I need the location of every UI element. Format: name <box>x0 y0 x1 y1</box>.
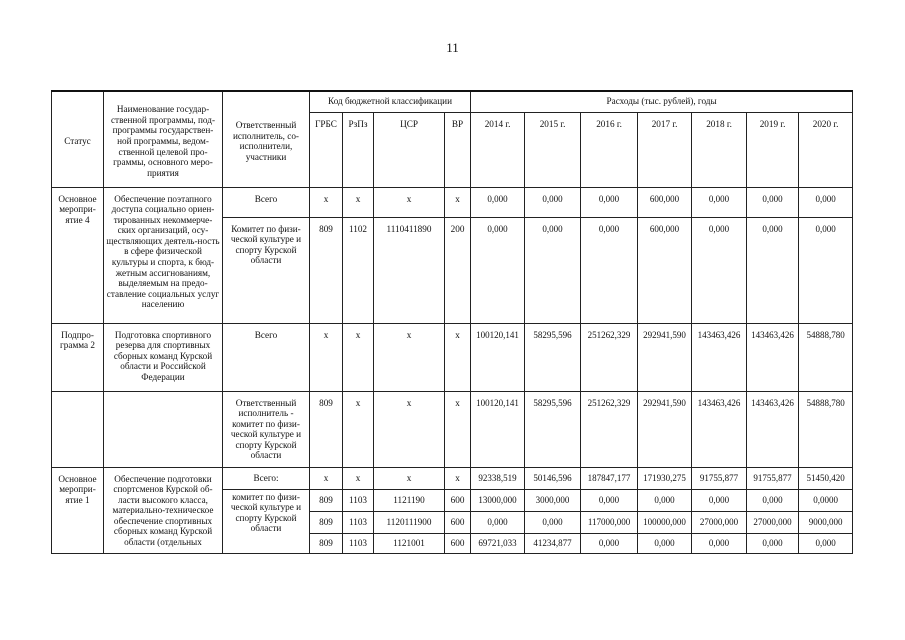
header-expenses: Расходы (тыс. рублей), годы <box>471 91 853 112</box>
header-year: 2019 г. <box>747 112 799 187</box>
header-budget-code: Код бюджетной классификации <box>310 91 471 112</box>
rzpr-cell: 1103 <box>343 533 374 553</box>
header-vr: ВР <box>445 112 471 187</box>
header-responsible: Ответственный исполнитель, со-исполнители, участники <box>223 91 310 187</box>
header-rzpr: РзПз <box>343 112 374 187</box>
vr-cell: х <box>445 467 471 489</box>
vr-cell: х <box>445 391 471 467</box>
value-cell: 0,000 <box>581 217 638 323</box>
value-cell: 100120,141 <box>471 391 525 467</box>
vr-cell: 600 <box>445 533 471 553</box>
value-cell: 13000,000 <box>471 489 525 511</box>
value-cell: 0,000 <box>692 489 747 511</box>
grbs-cell: 809 <box>310 533 343 553</box>
value-cell: 100120,141 <box>471 323 525 391</box>
csr-cell: 1110411890 <box>374 217 445 323</box>
value-cell: 0,000 <box>747 187 799 217</box>
responsible-cell: Всего: <box>223 467 310 489</box>
value-cell: 27000,000 <box>747 511 799 533</box>
vr-cell: 600 <box>445 511 471 533</box>
header-name: Наименование государ-ственной программы, под-программы государствен-ной программы, ведом-ственной целевой про-граммы, основного меро-приятия <box>104 91 223 187</box>
value-cell: 292941,590 <box>638 391 692 467</box>
header-year: 2016 г. <box>581 112 638 187</box>
csr-cell: х <box>374 391 445 467</box>
value-cell: 143463,426 <box>692 391 747 467</box>
value-cell: 0,000 <box>638 489 692 511</box>
header-grbs: ГРБС <box>310 112 343 187</box>
value-cell: 0,000 <box>799 187 853 217</box>
responsible-cell: Всего <box>223 323 310 391</box>
value-cell: 0,000 <box>525 511 581 533</box>
value-cell: 58295,596 <box>525 323 581 391</box>
value-cell: 0,000 <box>471 187 525 217</box>
value-cell: 92338,519 <box>471 467 525 489</box>
csr-cell: х <box>374 323 445 391</box>
rzpr-cell: х <box>343 323 374 391</box>
responsible-cell: Ответственный исполнитель - комитет по физи-ческой культуре и спорту Курской области <box>223 391 310 467</box>
value-cell: 27000,000 <box>692 511 747 533</box>
grbs-cell: х <box>310 323 343 391</box>
value-cell: 0,000 <box>471 511 525 533</box>
value-cell: 143463,426 <box>692 323 747 391</box>
table-row <box>52 187 853 217</box>
status-cell: Подпро-грамма 2 <box>52 323 104 391</box>
description-cell: Подготовка спортивного резерва для спортивных сборных команд Курской области и Российской Федерации <box>104 323 223 391</box>
table-row <box>52 467 853 489</box>
header-csr: ЦСР <box>374 112 445 187</box>
description-cell: Обеспечение подготовки спортсменов Курской об-ласти высокого класса, материально-техническое обеспечение спортивных сборных команд Курской области (отдельных <box>104 467 223 553</box>
page-number: 11 <box>446 40 459 55</box>
value-cell: 58295,596 <box>525 391 581 467</box>
status-cell-empty <box>52 391 104 467</box>
value-cell: 51450,420 <box>799 467 853 489</box>
vr-cell: х <box>445 323 471 391</box>
value-cell: 91755,877 <box>692 467 747 489</box>
responsible-cell: Комитет по физи-ческой культуре и спорту Курской области <box>223 217 310 323</box>
value-cell: 0,000 <box>525 217 581 323</box>
header-year: 2018 г. <box>692 112 747 187</box>
vr-cell: 200 <box>445 217 471 323</box>
value-cell: 0,000 <box>692 533 747 553</box>
header-year: 2020 г. <box>799 112 853 187</box>
grbs-cell: 809 <box>310 391 343 467</box>
value-cell: 0,000 <box>471 217 525 323</box>
value-cell: 143463,426 <box>747 391 799 467</box>
grbs-cell: 809 <box>310 217 343 323</box>
grbs-cell: 809 <box>310 489 343 511</box>
table-row <box>52 391 853 467</box>
header-year: 2014 г. <box>471 112 525 187</box>
value-cell: 251262,329 <box>581 391 638 467</box>
value-cell: 0,000 <box>692 217 747 323</box>
header-row-top <box>52 91 853 112</box>
vr-cell: х <box>445 187 471 217</box>
csr-cell: х <box>374 187 445 217</box>
vr-cell: 600 <box>445 489 471 511</box>
value-cell: 171930,275 <box>638 467 692 489</box>
csr-cell: 1120111900 <box>374 511 445 533</box>
description-cell: Обеспечение поэтапного доступа социально ориен-тированных некоммерче-ских организаций, осу-ществляющих деятель-ность в сфере физической культуры и спорта, к бюд-жетным ассигнованиям, выделяемым на предо-ставление социальных услуг населению <box>104 187 223 323</box>
rzpr-cell: х <box>343 467 374 489</box>
description-cell-empty <box>104 391 223 467</box>
value-cell: 0,000 <box>581 533 638 553</box>
rzpr-cell: х <box>343 187 374 217</box>
value-cell: 3000,000 <box>525 489 581 511</box>
value-cell: 0,000 <box>581 187 638 217</box>
rzpr-cell: 1102 <box>343 217 374 323</box>
value-cell: 117000,000 <box>581 511 638 533</box>
grbs-cell: 809 <box>310 511 343 533</box>
value-cell: 0,000 <box>525 187 581 217</box>
value-cell: 0,000 <box>581 489 638 511</box>
value-cell: 0,000 <box>747 533 799 553</box>
rzpr-cell: 1103 <box>343 511 374 533</box>
rzpr-cell: 1103 <box>343 489 374 511</box>
status-cell: Основное меропри-ятие 1 <box>52 467 104 553</box>
value-cell: 0,000 <box>692 187 747 217</box>
header-year: 2017 г. <box>638 112 692 187</box>
rzpr-cell: х <box>343 391 374 467</box>
value-cell: 54888,780 <box>799 391 853 467</box>
value-cell: 600,000 <box>638 217 692 323</box>
value-cell: 251262,329 <box>581 323 638 391</box>
table-row <box>52 323 853 391</box>
value-cell: 41234,877 <box>525 533 581 553</box>
responsible-cell: Всего <box>223 187 310 217</box>
value-cell: 0,000 <box>747 217 799 323</box>
value-cell: 69721,033 <box>471 533 525 553</box>
value-cell: 0,000 <box>638 533 692 553</box>
value-cell: 0,000 <box>799 533 853 553</box>
csr-cell: 1121190 <box>374 489 445 511</box>
status-cell: Основное меропри-ятие 4 <box>52 187 104 323</box>
value-cell: 50146,596 <box>525 467 581 489</box>
value-cell: 600,000 <box>638 187 692 217</box>
value-cell: 0,000 <box>747 489 799 511</box>
value-cell: 143463,426 <box>747 323 799 391</box>
value-cell: 54888,780 <box>799 323 853 391</box>
value-cell: 100000,000 <box>638 511 692 533</box>
header-status: Статус <box>52 91 104 187</box>
responsible-cell: комитет по физи-ческой культуре и спорту Курской области <box>223 489 310 553</box>
value-cell: 187847,177 <box>581 467 638 489</box>
value-cell: 91755,877 <box>747 467 799 489</box>
value-cell: 0,0000 <box>799 489 853 511</box>
grbs-cell: х <box>310 187 343 217</box>
value-cell: 0,000 <box>799 217 853 323</box>
value-cell: 292941,590 <box>638 323 692 391</box>
header-year: 2015 г. <box>525 112 581 187</box>
budget-table <box>51 90 853 554</box>
value-cell: 9000,000 <box>799 511 853 533</box>
grbs-cell: х <box>310 467 343 489</box>
csr-cell: х <box>374 467 445 489</box>
csr-cell: 1121001 <box>374 533 445 553</box>
